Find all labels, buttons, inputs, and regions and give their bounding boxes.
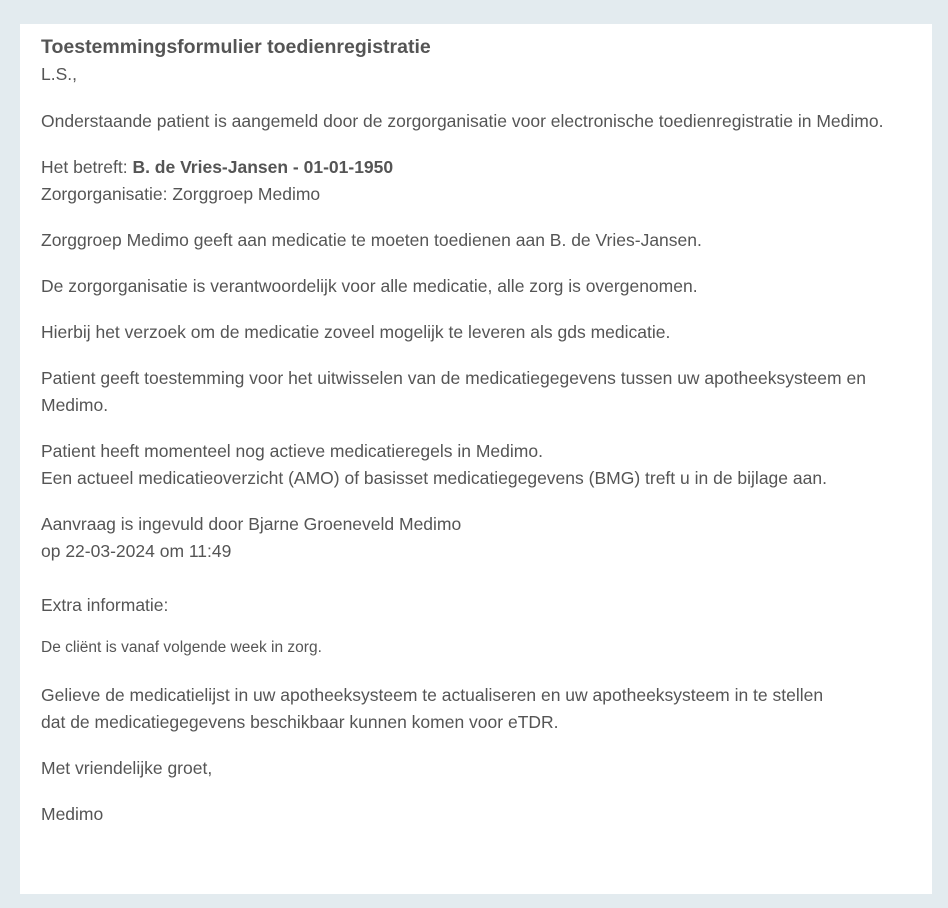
subject-label: Het betreft: — [41, 157, 133, 177]
filled-on-line: op 22-03-2024 om 11:49 — [41, 541, 232, 561]
administration-line: Zorggroep Medimo geeft aan medicatie te moeten toedienen aan B. de Vries-Jansen. — [41, 230, 702, 250]
attachment-line: Een actueel medicatieoverzicht (AMO) of basisset medicatiegegevens (BMG) treft u in de bijlage aan. — [41, 468, 827, 488]
consent-form-card — [20, 24, 932, 894]
patient-name-dob: B. de Vries-Jansen - 01-01-1950 — [132, 157, 394, 177]
request-line: Hierbij het verzoek om de medicatie zoveel mogelijk te leveren als gds medicatie. — [41, 322, 671, 342]
filled-by-line: Aanvraag is ingevuld door Bjarne Groeneveld Medimo — [41, 514, 462, 534]
extra-info-value: De cliënt is vanaf volgende week in zorg. — [41, 639, 322, 656]
subject-line — [41, 154, 911, 181]
form-title: Toestemmingsformulier toedienregistratie — [41, 36, 431, 58]
update-line-2: dat de medicatiegegevens beschikbaar kunnen komen voor eTDR. — [41, 712, 559, 732]
intro-text: Onderstaande patient is aangemeld door de zorgorganisatie voor electronische toedienregistratie in Medimo. — [41, 111, 884, 131]
organisation-line: Zorgorganisatie: Zorggroep Medimo — [41, 184, 321, 204]
consent-line: Patient geeft toestemming voor het uitwisselen van de medicatiegegevens tussen uw apotheeksysteem en Medimo. — [41, 368, 866, 415]
closing-line: Met vriendelijke groet, — [41, 758, 213, 778]
active-rules-line: Patient heeft momenteel nog actieve medicatieregels in Medimo. — [41, 441, 543, 461]
responsibility-line: De zorgorganisatie is verantwoordelijk voor alle medicatie, alle zorg is overgenomen. — [41, 276, 698, 296]
extra-info-label: Extra informatie: — [41, 595, 169, 615]
salutation: L.S., — [41, 64, 77, 84]
update-line-1: Gelieve de medicatielijst in uw apotheeksysteem te actualiseren en uw apotheeksysteem in te stellen — [41, 685, 824, 705]
signature: Medimo — [41, 804, 104, 824]
